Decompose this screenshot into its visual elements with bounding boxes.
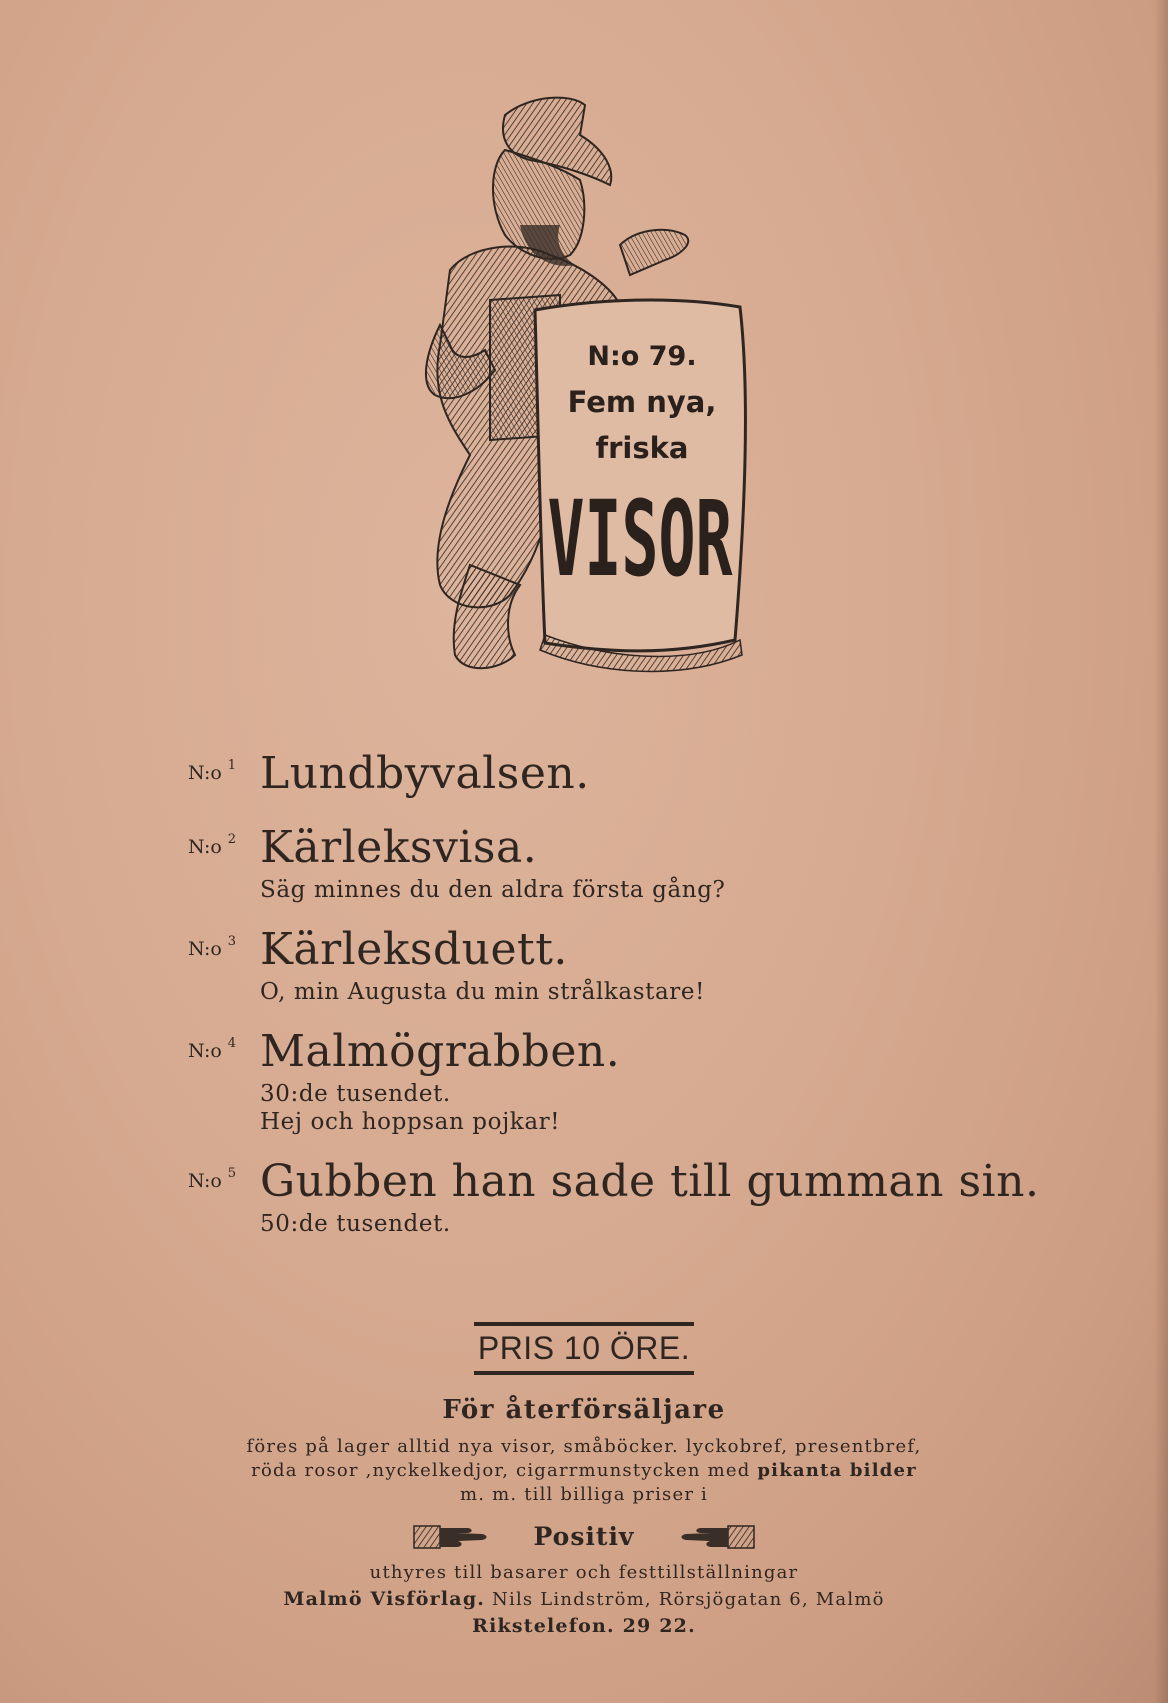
- price-label: PRIS 10 ÖRE.: [474, 1322, 694, 1375]
- song-subtitle: 30:de tusendet.: [260, 1081, 451, 1107]
- publisher-address: Nils Lindström, Rörsjögatan 6, Malmö: [485, 1589, 885, 1610]
- song-subtitle: Säg minnes du den aldra första gång?: [260, 877, 726, 903]
- song-number: N:o $^3$: [188, 934, 237, 960]
- resellers-line-3: m. m. till billiga priser i: [459, 1484, 709, 1505]
- footer-line-1: uthyres till basarer och festtillställningar: [369, 1562, 799, 1583]
- sign-number: N:o 79.: [587, 341, 697, 372]
- song-title: Kärleksvisa.: [260, 822, 538, 873]
- illustration-man-with-sign: [410, 95, 830, 710]
- price-section: [0, 1322, 1168, 1375]
- publisher-name: Malmö Visförlag.: [283, 1588, 486, 1610]
- man-with-sign-drawing: [410, 95, 830, 710]
- song-title: Kärleksduett.: [260, 924, 568, 975]
- song-title: Gubben han sade till gumman sin.: [260, 1156, 1040, 1207]
- positiv-row: [0, 1520, 1168, 1552]
- song-subtitle: Hej och hoppsan pojkar!: [260, 1109, 561, 1135]
- pointing-hand-left-icon: [674, 1520, 756, 1552]
- song-number: N:o $^2$: [188, 832, 237, 858]
- footer-publisher-line: [0, 1586, 1168, 1613]
- song-list: [182, 746, 1042, 1256]
- resellers-text: [0, 1435, 1168, 1507]
- song-title: Malmögrabben.: [260, 1026, 621, 1077]
- footer-phone: Rikstelefon. 29 22.: [472, 1615, 696, 1637]
- song-item: [182, 1024, 1042, 1136]
- song-item: [182, 922, 1042, 1006]
- song-subtitle: 50:de tusendet.: [260, 1211, 451, 1237]
- sign-line-2: friska: [595, 431, 689, 465]
- resellers-heading: För återförsäljare: [442, 1395, 726, 1425]
- publisher-footer: [0, 1560, 1168, 1640]
- song-title: Lundbyvalsen.: [260, 748, 590, 799]
- sign-line-1: Fem nya,: [567, 385, 717, 419]
- resellers-emphasis: pikanta bilder: [757, 1460, 917, 1481]
- song-number: N:o $^4$: [188, 1036, 237, 1062]
- song-number: N:o $^5$: [188, 1166, 237, 1192]
- pointing-hand-right-icon: [412, 1520, 494, 1552]
- song-item: [182, 1154, 1042, 1238]
- sign-visor: VISOR: [547, 478, 733, 600]
- song-number: N:o $^1$: [188, 758, 237, 784]
- song-item: [182, 820, 1042, 904]
- resellers-line-2: röda rosor ,nyckelkedjor, cigarrmunstycken med pikanta bilder: [251, 1460, 917, 1481]
- resellers-line-1: föres på lager alltid nya visor, småböcker. lyckobref, presentbref,: [246, 1436, 922, 1457]
- resellers-notice: [0, 1395, 1168, 1507]
- song-subtitle: O, min Augusta du min strålkastare!: [260, 979, 705, 1005]
- positiv-word: Positiv: [533, 1521, 635, 1551]
- song-item: [182, 746, 1042, 802]
